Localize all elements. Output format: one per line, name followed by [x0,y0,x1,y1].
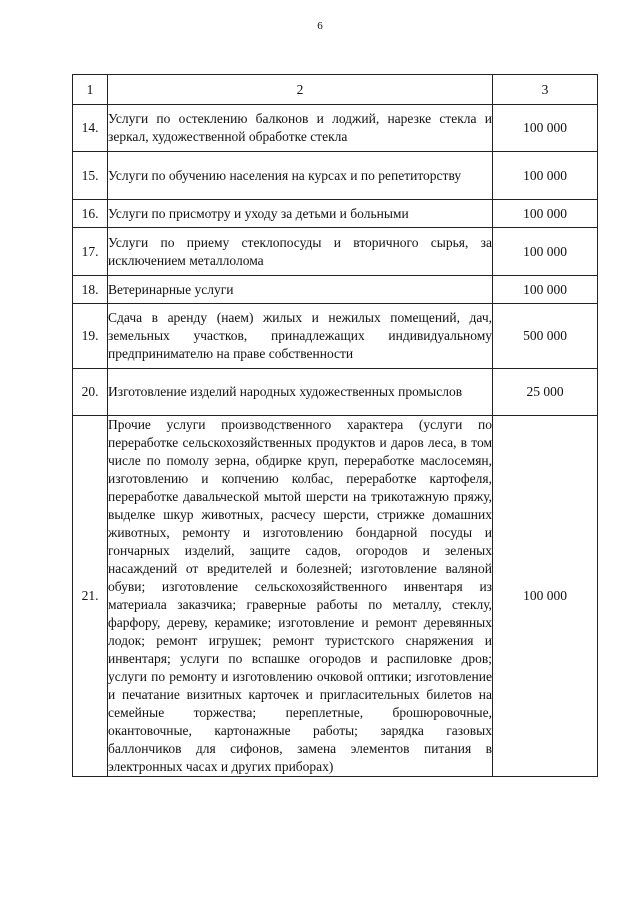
table-row [73,416,598,777]
row-number: 15. [73,152,108,200]
table-row [73,152,598,200]
row-value: 100 000 [493,416,598,777]
header-col-2: 2 [108,75,493,105]
row-value: 100 000 [493,152,598,200]
table-row [73,276,598,304]
row-number: 16. [73,200,108,228]
row-description: Ветеринарные услуги [108,276,493,304]
row-description: Сдача в аренду (наем) жилых и нежилых помещений, дач, земельных участков, принадлежащих индивидуальному предпринимателю на праве собственности [108,304,493,369]
row-number: 17. [73,228,108,276]
services-table [72,74,598,777]
row-number: 20. [73,369,108,416]
row-number: 19. [73,304,108,369]
table-row [73,304,598,369]
page-number: 6 [317,20,323,32]
table-row [73,200,598,228]
row-description: Изготовление изделий народных художественных промыслов [108,369,493,416]
row-description: Услуги по приему стеклопосуды и вторичного сырья, за исключением металлолома [108,228,493,276]
table-header-row [73,75,598,105]
row-description: Услуги по присмотру и уходу за детьми и больными [108,200,493,228]
table-row [73,228,598,276]
header-col-1: 1 [73,75,108,105]
row-description: Прочие услуги производственного характера (услуги по переработке сельскохозяйственных продуктов и даров леса, в том числе по помолу зерна, обдирке круп, переработке маслосемян, изготовлению и копчению колбас, переработке картофеля, переработке давальческой мытой шерсти на трикотажную пряжу, выделке шкур животных, расчесу шерсти, стрижке домашних животных, ремонту и изготовлению бондарной посуды и гончарных изделий, защите садов, огородов и зеленых насаждений от вредителей и болезней; изготовление валяной обуви; изготовление сельскохозяйственного инвентаря из материала заказчика; граверные работы по металлу, стеклу, фарфору, дереву, керамике; изготовление и ремонт деревянных лодок; ремонт игрушек; ремонт туристского снаряжения и инвентаря; услуги по вспашке огородов и распиловке дров; услуги по ремонту и изготовлению очковой оптики; изготовление и печатание визитных карточек и пригласительных билетов на семейные торжества; переплетные, брошюровочные, окантовочные, картонажные работы; зарядка газовых баллончиков для сифонов, замена элементов питания в электронных часах и других приборах) [108,416,493,777]
row-value: 100 000 [493,276,598,304]
row-number: 14. [73,105,108,152]
row-number: 21. [73,416,108,777]
row-number: 18. [73,276,108,304]
row-value: 100 000 [493,200,598,228]
row-value: 100 000 [493,105,598,152]
row-description: Услуги по обучению населения на курсах и по репетиторству [108,152,493,200]
table-row [73,369,598,416]
row-value: 100 000 [493,228,598,276]
header-col-3: 3 [493,75,598,105]
row-description: Услуги по остеклению балконов и лоджий, нарезке стекла и зеркал, художественной обработке стекла [108,105,493,152]
row-value: 500 000 [493,304,598,369]
row-value: 25 000 [493,369,598,416]
table-row [73,105,598,152]
